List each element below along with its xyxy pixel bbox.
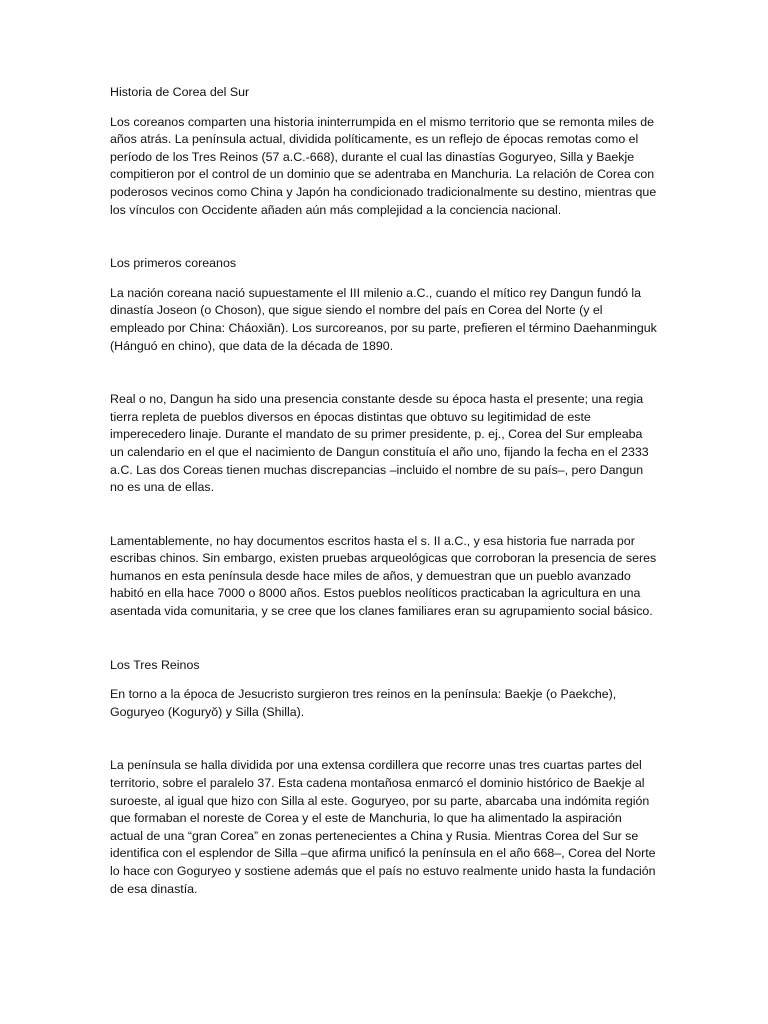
spacer bbox=[110, 355, 658, 391]
document-title: Historia de Corea del Sur bbox=[110, 85, 250, 99]
document-page bbox=[110, 84, 658, 898]
paragraph-documentos: Lamentablemente, no hay documentos escritos hasta el s. II a.C., y esa historia fue narrada por escribas chinos. Sin embargo, existen pruebas arqueológicas que corroboran la presencia de seres humanos en esta península desde hace miles de años, y demuestran que un pueblo avanzado habitó en ella hace 7000 o 8000 años. Estos pueblos neolíticos practicaban la agricultura en una asentada vida comunitaria, y se cree que los clanes familiares eran su agrupamiento social básico. bbox=[110, 533, 657, 619]
paragraph-tres-reinos: En torno a la época de Jesucristo surgieron tres reinos en la península: Baekje (o Paekche), Goguryeo (Koguryŏ) y Silla (Shilla). bbox=[110, 687, 617, 719]
paragraph-nacion-coreana: La nación coreana nació supuestamente el III milenio a.C., cuando el mítico rey Dangun fundó la dinastía Joseon (o Choson), que sigue siendo el nombre del país en Corea del Norte (y el empleado por China: Cháoxiān). Los surcoreanos, por su parte, prefieren el término Daehanminguk (Hánguó en chino), que data de la década de 1890. bbox=[110, 285, 657, 353]
paragraph-peninsula: La península se halla dividida por una extensa cordillera que recorre unas tres cuartas partes del territorio, sobre el paralelo 37. Esta cadena montañosa enmarcó el dominio histórico de Baekje al suroeste, al igual que hizo con Silla al este. Goguryeo, por su parte, abarcaba una indómita región que formaban el noreste de Corea y el este de Manchuria, lo que ha alimentado la aspiración actual de una “gran Corea” en zonas pertenecientes a China y Rusia. Mientras Corea del Sur se identifica con el esplendor de Silla –que afirma unificó la península en el año 668–, Corea del Norte lo hace con Goguryeo y sostiene además que el país no estuvo realmente unido hasta la fundación de esa dinastía. bbox=[110, 758, 656, 896]
intro-paragraph: Los coreanos comparten una historia ininterrumpida en el mismo territorio que se remonta miles de años atrás. La península actual, dividida políticamente, es un reflejo de épocas remotas como el período de los Tres Reinos (57 a.C.-668), durante el cual las dinastías Goguryeo, Silla y Baekje compitieron por el control de un dominio que se adentraba en Manchuria. La relación de Corea con poderosos vecinos como China y Japón ha condicionado tradicionalmente su destino, mientras que los vínculos con Occidente añaden aún más complejidad a la conciencia nacional. bbox=[110, 114, 657, 217]
spacer bbox=[110, 497, 658, 533]
section-heading-primeros-coreanos: Los primeros coreanos bbox=[110, 256, 237, 271]
spacer bbox=[110, 621, 658, 657]
spacer bbox=[110, 219, 658, 255]
section-heading-tres-reinos: Los Tres Reinos bbox=[110, 657, 200, 672]
spacer bbox=[110, 721, 658, 757]
paragraph-dangun: Real o no, Dangun ha sido una presencia constante desde su época hasta el presente; una regia tierra repleta de pueblos diversos en épocas distintas que obtuvo su legitimidad de este imperecedero linaje. Durante el mandato de su primer presidente, p. ej., Corea del Sur empleaba un calendario en el que el nacimiento de Dangun constituía el año uno, fijando la fecha en el 2333 a.C. Las dos Coreas tienen muchas discrepancias –incluido el nombre de su país–, pero Dangun no es una de ellas. bbox=[110, 392, 649, 495]
